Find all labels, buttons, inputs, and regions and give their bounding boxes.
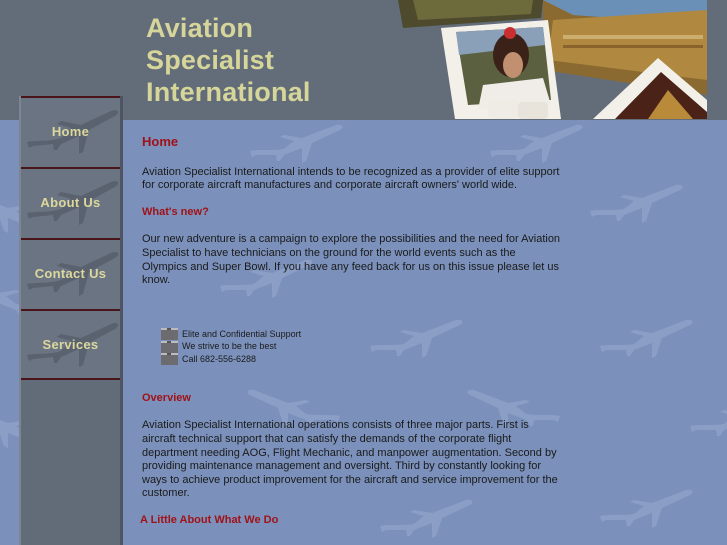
bullet-box-icon	[161, 353, 178, 365]
feature-item	[161, 340, 562, 353]
about-heading: A Little About What We Do	[140, 513, 279, 526]
feature-text: Call 682-556-6288	[182, 354, 257, 365]
sidebar-item-contact-us[interactable]	[21, 238, 120, 309]
sidebar-nav	[19, 96, 123, 545]
site-title-line-3: International	[146, 77, 311, 107]
main-content	[142, 130, 562, 542]
sidebar-item-about-us[interactable]	[21, 167, 120, 238]
page-title: Home	[142, 134, 179, 149]
sidebar-item-services[interactable]	[21, 309, 120, 380]
site-title-line-2: Specialist	[146, 45, 275, 75]
intro-paragraph: Aviation Specialist International intends to be recognized as a provider of elite support for corporate aircraft manufactures and corporate aircraft owners' world wide.	[142, 165, 560, 192]
sidebar-item-label: Contact Us	[34, 266, 107, 281]
feature-item	[161, 353, 562, 366]
bullet-box-icon	[161, 341, 178, 353]
feature-item	[161, 328, 562, 341]
feature-text: We strive to be the best	[182, 341, 277, 352]
sidebar-item-label: About Us	[40, 195, 101, 210]
whats-new-heading: What's new?	[142, 205, 209, 218]
site-title-line-1: Aviation	[146, 13, 254, 43]
sidebar-item-label: Home	[51, 124, 90, 139]
whats-new-paragraph: Our new adventure is a campaign to explore the possibilities and the need for Aviation Specialist to have technicians on the ground for the world events such as the Olympics and Super Bowl. If you have any feed back for us on this issue please let us know.	[142, 233, 561, 287]
header-photo-collage	[393, 0, 707, 119]
sidebar-item-home[interactable]	[21, 96, 120, 167]
overview-paragraph: Aviation Specialist International operations consists of three major parts. First is aircraft technical support that can satisfy the demands of the corporate flight department needing AOG, Flight Mechanic, and manpower augmentation. Second by providing maintenance management and oversight. Third by constantly looking for ways to achieve product improvement for the aircraft and service improvement for the customer.	[142, 419, 558, 500]
feature-list	[161, 328, 562, 366]
feature-text: Elite and Confidential Support	[182, 328, 302, 339]
site-title	[146, 12, 311, 108]
bullet-box-icon	[161, 328, 178, 340]
sidebar-item-label: Services	[42, 337, 99, 352]
overview-heading: Overview	[142, 391, 191, 404]
